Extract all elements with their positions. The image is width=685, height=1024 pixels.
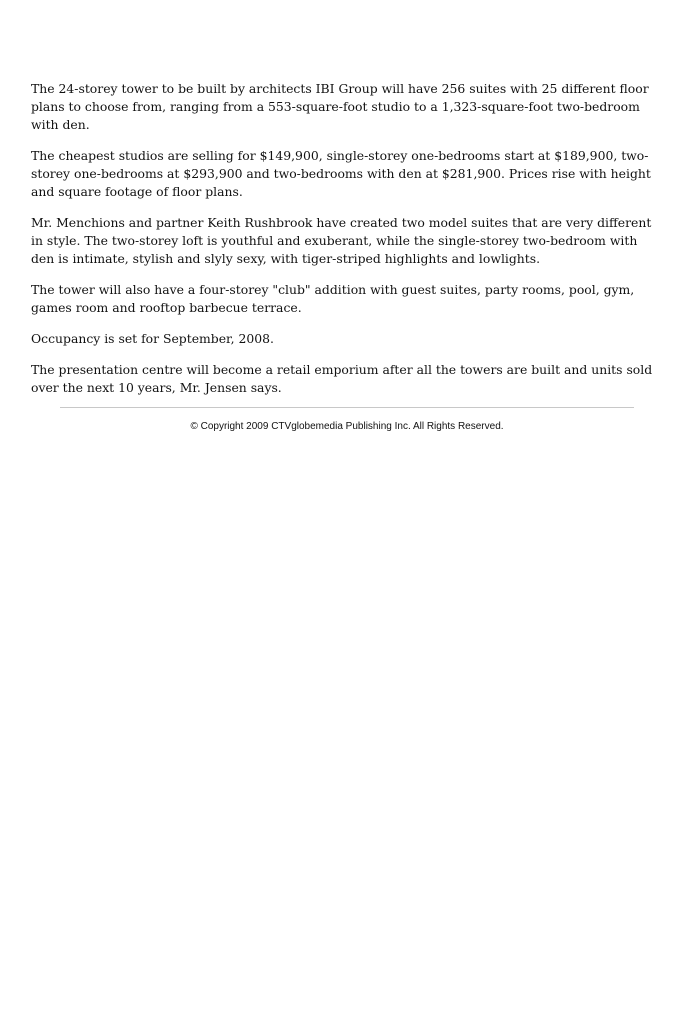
article-paragraph: Mr. Menchions and partner Keith Rushbrook have created two model suites that are very different in style. The two-storey loft is youthful and exuberant, while the single-storey two-bedroom with den is intimate, stylish and slyly sexy, with tiger-striped highlights and lowlights. (31, 215, 652, 266)
article-paragraph: The 24-storey tower to be built by architects IBI Group will have 256 suites with 25 different floor plans to choose from, ranging from a 553-square-foot studio to a 1,323-square-foot two-bedroom with den. (31, 81, 649, 132)
article-paragraph: The presentation centre will become a retail emporium after all the towers are built and units sold over the next 10 years, Mr. Jensen says. (31, 362, 653, 395)
footer-divider (60, 407, 634, 408)
article-paragraph: Occupancy is set for September, 2008. (31, 331, 274, 346)
article-body (31, 80, 655, 410)
article-paragraph: The cheapest studios are selling for $149,900, single-storey one-bedrooms start at $189,900, two-storey one-bedrooms at $293,900 and two-bedrooms with den at $281,900. Prices rise with height and square footage of floor plans. (31, 148, 651, 199)
article-paragraph: The tower will also have a four-storey "club" addition with guest suites, party rooms, pool, gym, games room and rooftop barbecue terrace. (31, 282, 635, 315)
copyright-notice: © Copyright 2009 CTVglobemedia Publishing Inc. All Rights Reserved. (190, 421, 504, 432)
